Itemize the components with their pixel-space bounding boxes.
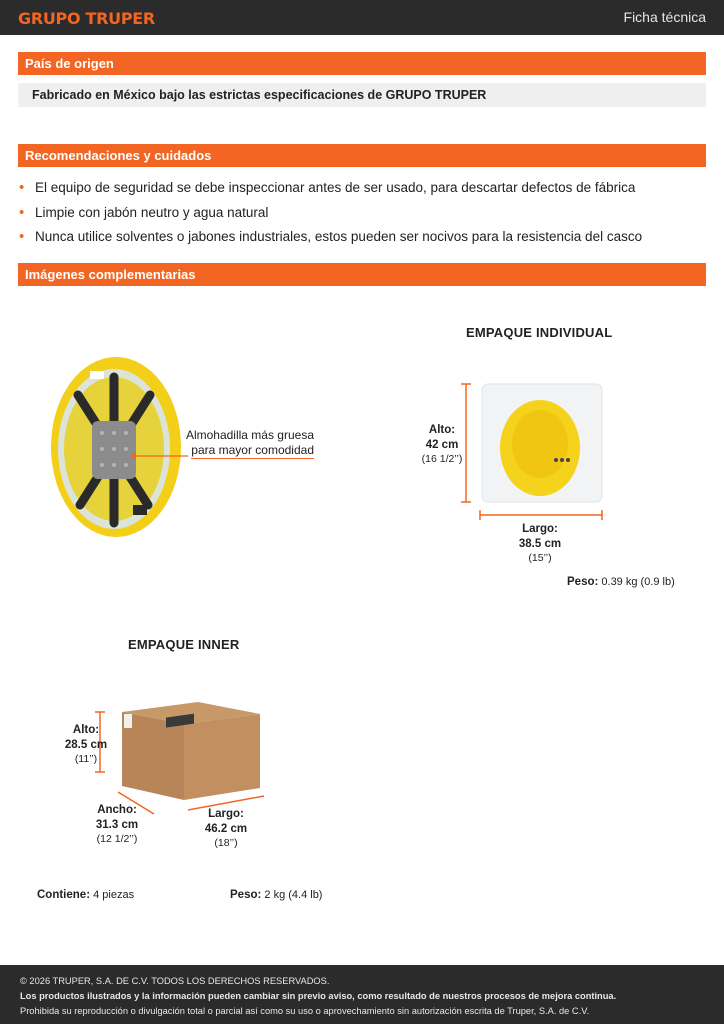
top-bar [0,0,724,35]
list-item [18,176,706,201]
individual-package-image [458,380,608,520]
individual-alto-value: 42 cm [425,439,459,451]
list-item-text: Nunca utilice solventes o jabones industriales, estos pueden ser nocivos para la resistencia del casco [35,229,643,244]
inner-contents [37,888,134,902]
bullet-icon: • [19,203,25,221]
inner-largo-label: Largo: [208,808,244,820]
helmet-callout-line1: Almohadilla más gruesa [185,428,314,442]
inner-weight-value: 2 kg (4.4 lb) [264,889,323,901]
recommendations-list [18,176,706,250]
section-heading-images: Imágenes complementarias [18,263,706,286]
list-item [18,225,706,250]
individual-package-title: EMPAQUE INDIVIDUAL [466,325,613,340]
inner-largo [200,806,252,850]
document-title: Ficha técnica [623,9,706,25]
helmet-underside-image [48,355,188,545]
list-item-text: Limpie con jabón neutro y agua natural [35,204,269,220]
inner-largo-inches: (18’’) [214,837,238,849]
truper-logo: GRUPO TRUPER [18,9,155,28]
helmet-callout [184,428,314,459]
bullet-icon: • [19,228,25,245]
helmet-callout-line2: para mayor comodidad [191,443,314,457]
inner-weight-label: Peso: [230,889,262,901]
individual-largo-label: Largo: [522,523,558,535]
footer-copyright: © 2026 TRUPER, S.A. DE C.V. TODOS LOS DERECHOS RESERVADOS. [20,976,330,986]
inner-contents-label: Contiene: [37,889,91,901]
individual-weight [567,575,675,589]
individual-alto-inches: (16 1/2’’) [421,453,463,465]
inner-ancho-inches: (12 1/2’’) [96,833,138,845]
inner-contents-value: 4 piezas [93,889,135,901]
list-item [18,201,706,226]
list-item-text: El equipo de seguridad se debe inspeccionar antes de ser usado, para descartar defectos de fábrica [35,180,636,195]
individual-alto [418,422,466,466]
inner-alto-value: 28.5 cm [64,739,108,751]
section-heading-origin: País de origen [18,52,706,75]
individual-largo [510,521,570,565]
inner-alto-inches: (11’’) [74,753,98,765]
inner-ancho-value: 31.3 cm [95,819,139,831]
inner-ancho-label: Ancho: [97,804,137,816]
inner-alto-label: Alto: [72,724,100,736]
inner-largo-value: 46.2 cm [204,823,248,835]
inner-weight [230,888,322,902]
origin-text: Fabricado en México bajo las estrictas especificaciones de GRUPO TRUPER [18,83,706,107]
inner-alto [64,722,108,766]
footer [0,965,724,1024]
individual-largo-value: 38.5 cm [518,538,562,550]
bullet-icon: • [19,179,25,196]
inner-package-title: EMPAQUE INNER [128,637,240,652]
footer-legal: Prohibida su reproducción o divulgación total o parcial así como su uso o aprovechamiento sin autorización escrita de Truper, S.A. de C.V. [20,1006,590,1016]
inner-ancho [92,802,142,846]
individual-largo-inches: (15’’) [528,552,552,564]
section-heading-recommendations: Recomendaciones y cuidados [18,144,706,167]
individual-alto-label: Alto: [428,424,456,436]
footer-notice: Los productos ilustrados y la información pueden cambiar sin previo aviso, como resultado de nuestros procesos de mejora continua. [20,991,617,1001]
individual-weight-label: Peso: [567,576,599,588]
individual-weight-value: 0.39 kg (0.9 lb) [601,576,675,588]
